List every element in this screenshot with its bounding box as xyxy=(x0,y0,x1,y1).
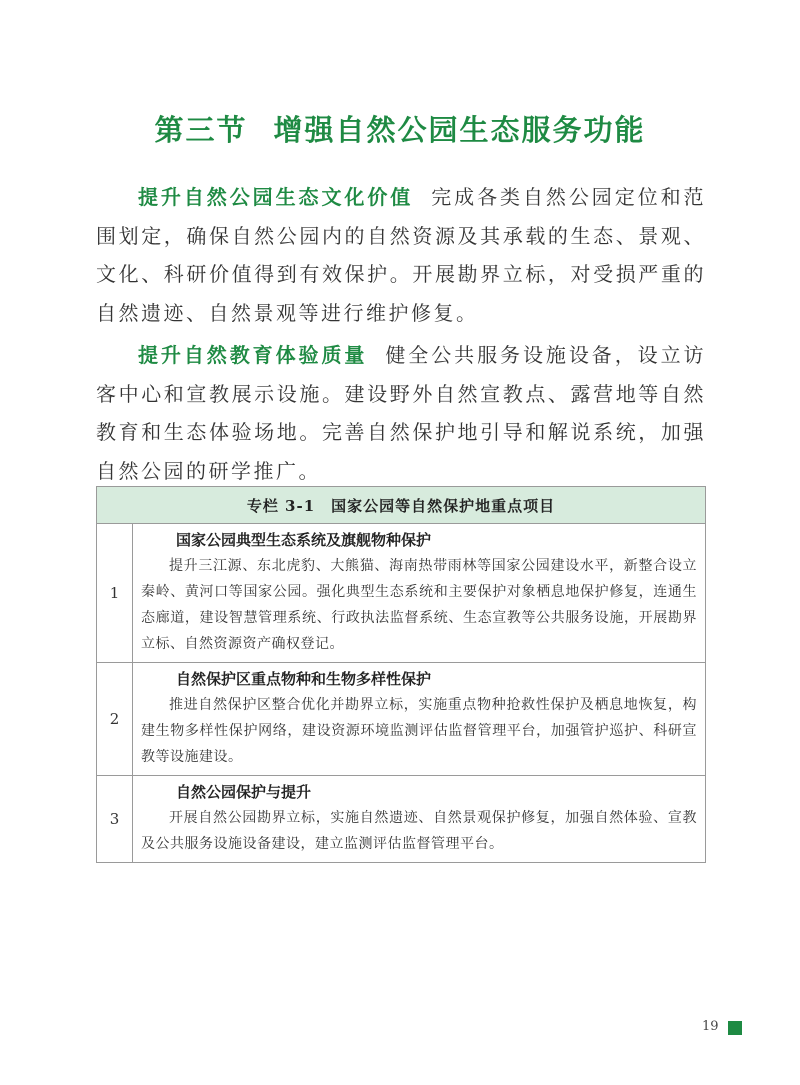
table-row xyxy=(97,663,706,776)
item-number: 3 xyxy=(97,776,133,863)
item-number: 2 xyxy=(97,663,133,776)
paragraph-lead: 提升自然公园生态文化价值 xyxy=(138,185,414,209)
body-text xyxy=(96,178,706,494)
item-cell xyxy=(133,776,706,863)
item-cell xyxy=(133,524,706,663)
item-title: 国家公园典型生态系统及旗舰物种保护 xyxy=(176,531,432,549)
item-title: 自然公园保护与提升 xyxy=(176,783,312,801)
paragraph-text: 健全公共服务设施设备，设立访客中心和宣教展示设施。建设野外自然宣教点、露营地等自然教育和生态体验场地。完善自然保护地引导和解说系统，加强自然公园的研学推广。 xyxy=(96,343,707,483)
page-number: 19 xyxy=(702,1019,719,1034)
item-cell xyxy=(133,663,706,776)
paragraph-text: 完成各类自然公园定位和范围划定，确保自然公园内的自然资源及其承载的生态、景观、文化、科研价值得到有效保护。开展勘界立标，对受损严重的自然遗迹、自然景观等进行维护修复。 xyxy=(96,185,707,325)
paragraph xyxy=(96,336,706,490)
box-heading: 专栏 3-1 国家公园等自然保护地重点项目 xyxy=(97,487,706,524)
item-number: 1 xyxy=(97,524,133,663)
section-heading: 增强自然公园生态服务功能 xyxy=(273,113,646,147)
item-desc: 提升三江源、东北虎豹、大熊猫、海南热带雨林等国家公园建设水平，新整合设立秦岭、黄河口等国家公园。强化典型生态系统和主要保护对象栖息地保护修复，连通生态廊道，建设智慧管理系统、行政执法监督系统、生态宣教等公共服务设施，开展勘界立标、自然资源资产确权登记。 xyxy=(141,558,697,652)
page-marker-square xyxy=(728,1021,742,1035)
table-row xyxy=(97,524,706,663)
paragraph-lead: 提升自然教育体验质量 xyxy=(138,343,368,367)
item-desc: 推进自然保护区整合优化并勘界立标，实施重点物种抢救性保护及栖息地恢复，构建生物多样性保护网络，建设资源环境监测评估监督管理平台，加强管护巡护、科研宣教等设施建设。 xyxy=(141,697,697,765)
item-desc: 开展自然公园勘界立标，实施自然遗迹、自然景观保护修复，加强自然体验、宣教及公共服务设施设备建设，建立监测评估监督管理平台。 xyxy=(141,810,697,852)
section-number: 第三节 xyxy=(154,113,248,147)
table-row xyxy=(97,776,706,863)
section-title xyxy=(0,108,800,149)
project-box xyxy=(96,486,706,863)
paragraph xyxy=(96,178,706,332)
item-title: 自然保护区重点物种和生物多样性保护 xyxy=(176,670,432,688)
